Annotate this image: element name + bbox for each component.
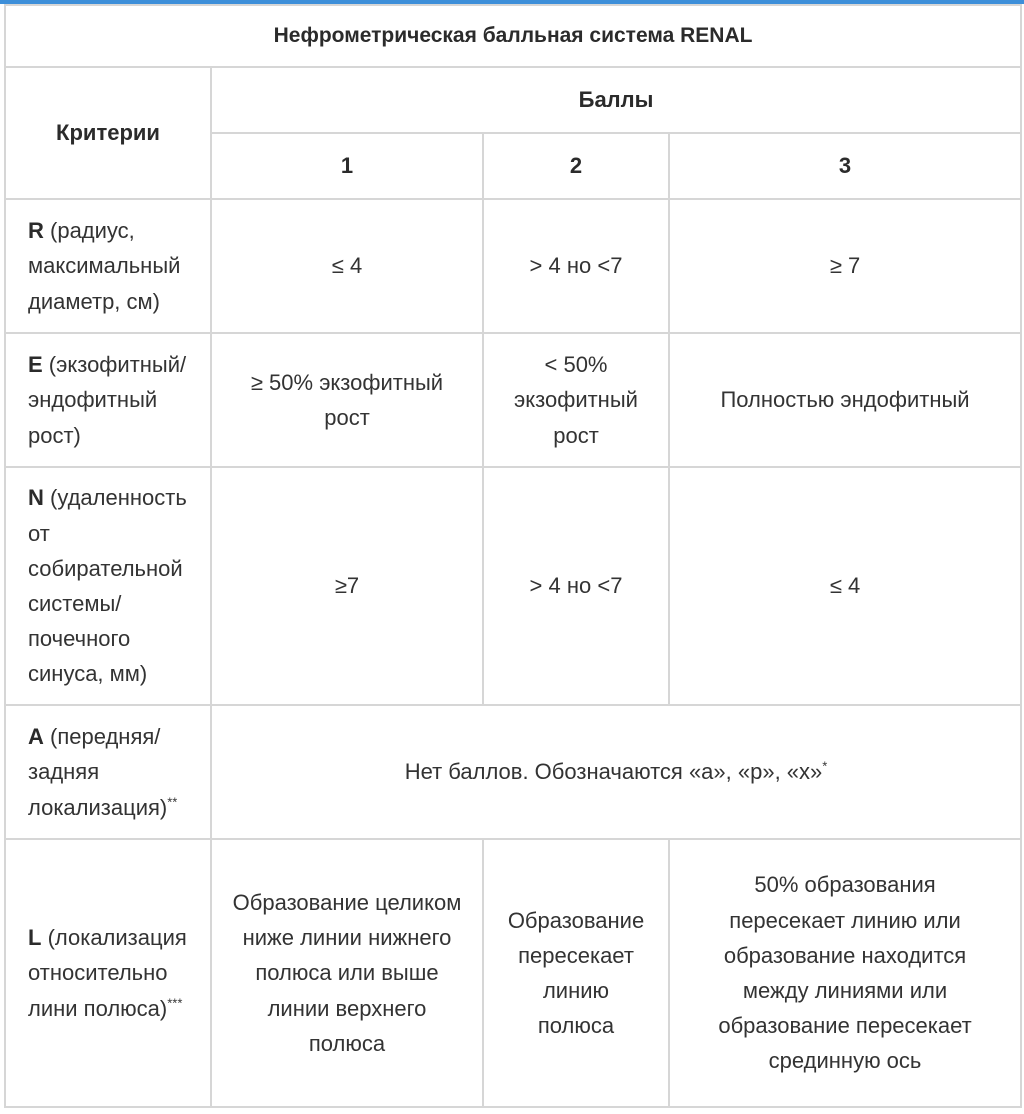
points-col-1: 1 [211, 133, 483, 199]
renal-score-table [4, 4, 1022, 1108]
criterion-desc: (передняя/ задняя локализация) [28, 724, 168, 820]
header-row-1 [5, 67, 1021, 133]
criterion-l [5, 839, 211, 1107]
footnote-mark: *** [167, 995, 183, 1011]
table-row-n [5, 467, 1021, 705]
criterion-e [5, 333, 211, 467]
points-col-2: 2 [483, 133, 669, 199]
criteria-header: Критерии [5, 67, 211, 199]
score-cell: ≥ 7 [669, 199, 1021, 333]
score-cell: Образование пересекает линию полюса [483, 839, 669, 1107]
table-row-l [5, 839, 1021, 1107]
score-cell: ≤ 4 [211, 199, 483, 333]
table-row-e [5, 333, 1021, 467]
table-title: Нефрометрическая балльная система RENAL [5, 5, 1021, 67]
score-cell: Образование целиком ниже линии нижнего полюса или выше линии верхнего полюса [211, 839, 483, 1107]
score-cell: < 50% экзофитный рост [483, 333, 669, 467]
criterion-desc: (локализация относительно лини полюса) [28, 925, 187, 1021]
score-cell: Полностью эндофитный [669, 333, 1021, 467]
footnote-mark: ** [167, 794, 178, 810]
criterion-letter: E [28, 352, 43, 378]
criterion-desc: (радиус, максимальный диаметр, см) [28, 218, 181, 314]
score-cell: ≥ 50% экзофитный рост [211, 333, 483, 467]
criterion-desc: (экзофитный/ эндофитный рост) [28, 352, 187, 448]
score-cell: > 4 но <7 [483, 199, 669, 333]
table-row-r [5, 199, 1021, 333]
score-cell: ≥7 [211, 467, 483, 705]
score-cell: 50% образования пересекает линию или образование находится между линиями или образование пересекает срединную ось [669, 839, 1021, 1107]
merged-score-cell [211, 705, 1021, 839]
criterion-a [5, 705, 211, 839]
criterion-letter: R [28, 218, 44, 244]
criterion-r [5, 199, 211, 333]
table-row-a [5, 705, 1021, 839]
score-cell: ≤ 4 [669, 467, 1021, 705]
criterion-n [5, 467, 211, 705]
score-cell: > 4 но <7 [483, 467, 669, 705]
merged-score-text: Нет баллов. Обозначаются «а», «р», «х» [404, 759, 823, 785]
footnote-mark: * [822, 759, 828, 775]
criterion-letter: N [28, 485, 44, 511]
criterion-letter: L [28, 925, 42, 951]
criterion-desc: (удаленность от собирательной системы/ почечного синуса, мм) [28, 485, 187, 687]
criterion-letter: A [28, 724, 44, 750]
table-title-row [5, 5, 1021, 67]
points-col-3: 3 [669, 133, 1021, 199]
points-header: Баллы [211, 67, 1021, 133]
